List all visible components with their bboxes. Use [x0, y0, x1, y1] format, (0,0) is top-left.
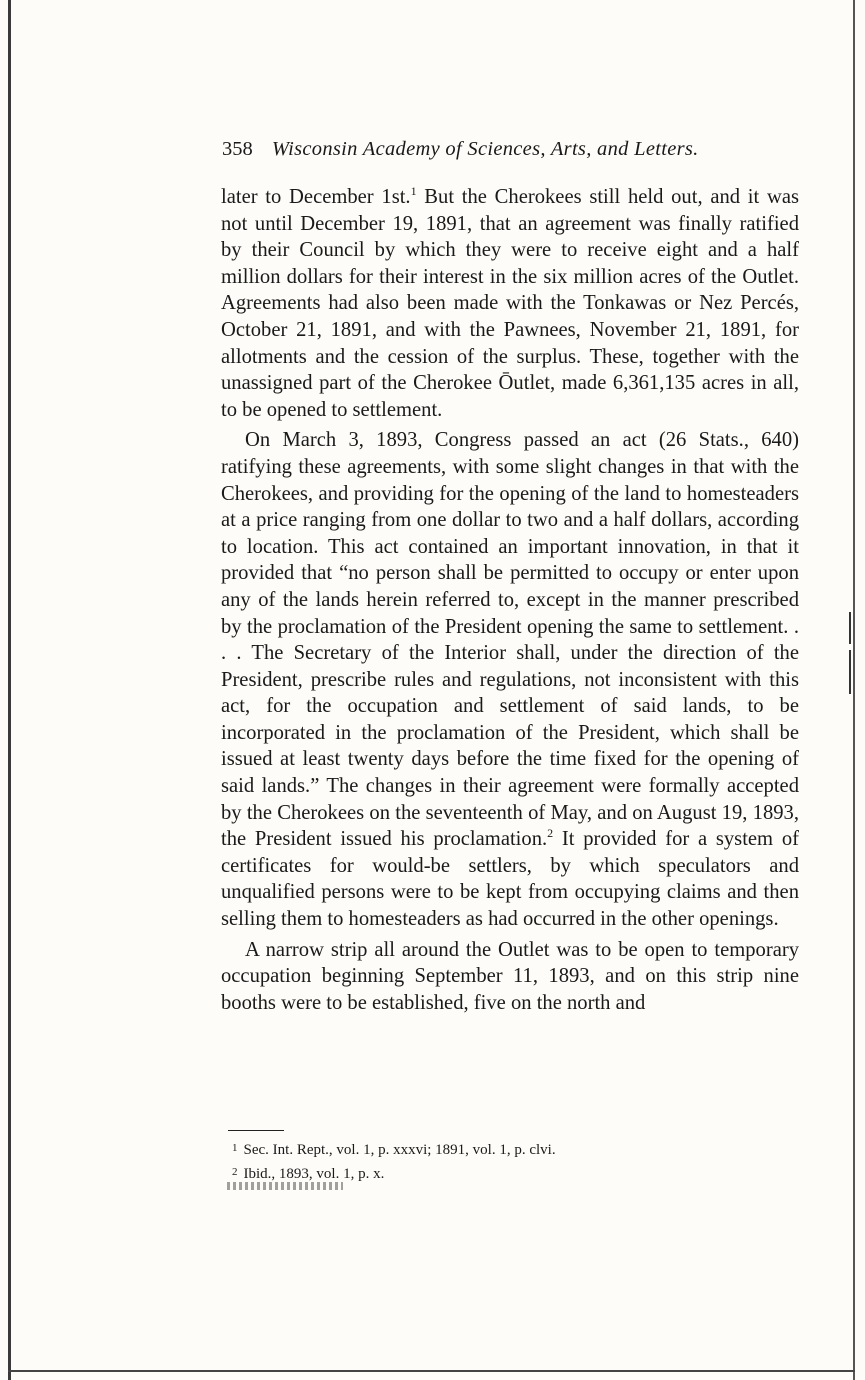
text-segment: But the Cherokees still held out, and it was not until December 19, 1891, that an agreement was finally ratified by their Council by which they were to receive eight and a half million dollars for their interest in the six million acres of the Outlet. Agreements had also been made with the Tonkawas or Nez Percés, October 21, 1891, and with the Pawnees, November 21, 1891, for allotments and the cession of the surplus. These, together with the unassigned part of the Cherokee Ōutlet, made 6,361,135 acres in all, to be opened to settlement.: [221, 186, 799, 421]
page-edge-left: [8, 0, 11, 1380]
text-segment: On March 3, 1893, Congress passed an act (26 Stats., 640) ratifying these agreements, with some slight changes in that with the Cherokees, and providing for the opening of the land to homesteaders at a price ranging from one dollar to two and a half dollars, according to location. This act contained an important innovation, in that it provided that “no person shall be permitted to occupy or enter upon any of the lands herein referred to, except in the manner prescribed by the proclamation of the President opening the same to settlement. . . . The Secretary of the Interior shall, under the direction of the President, prescribe rules and regulations, not inconsistent with this act, for the occupation and settlement of said lands, to be incorporated in the proclamation of the President, which shall be issued at least twenty days before the time fixed for the opening of said lands.” The changes in their agreement were formally accepted by the Cherokees on the seventeenth of May, and on August 19, 1893, the President issued his proclamation.: [221, 429, 799, 851]
footnote-marker: 1: [232, 1142, 238, 1154]
paragraph: [221, 427, 799, 932]
footnote-rule: [228, 1130, 284, 1131]
margin-mark: [849, 650, 851, 694]
running-header: [222, 138, 802, 161]
running-title: Wisconsin Academy of Sciences, Arts, and Letters.: [271, 138, 699, 160]
page-edge-right: [853, 0, 855, 1380]
footnote-ref: 1: [410, 184, 417, 198]
body-text: [221, 184, 799, 1016]
text-segment: later to December 1st.: [221, 186, 411, 208]
footnote-marker: 2: [232, 1166, 238, 1178]
footnote: [232, 1137, 792, 1161]
text-segment: It provided for a system of certificates for would-be settlers, by which speculators and unqualified persons were to be kept from occupying claims and then selling them to homesteaders as had occurred in the other openings.: [221, 828, 799, 931]
text-segment: A narrow strip all around the Outlet was to be open to temporary occupation beginning September 11, 1893, and on this strip nine booths were to be established, five on the north and: [221, 938, 799, 1014]
footnote-ref: 2: [547, 826, 554, 841]
footnote-text: Sec. Int. Rept., vol. 1, p. xxxvi; 1891, vol. 1, p. clvi.: [243, 1142, 556, 1158]
margin-mark: [849, 612, 851, 644]
ink-smudge: [227, 1182, 343, 1190]
footnotes: [232, 1137, 792, 1185]
paragraph: [221, 184, 799, 423]
footnote-text: Ibid., 1893, vol. 1, p. x.: [243, 1166, 385, 1182]
page-edge-bottom: [8, 1370, 855, 1372]
page-number: 358: [222, 138, 253, 160]
paragraph: [221, 937, 799, 1017]
